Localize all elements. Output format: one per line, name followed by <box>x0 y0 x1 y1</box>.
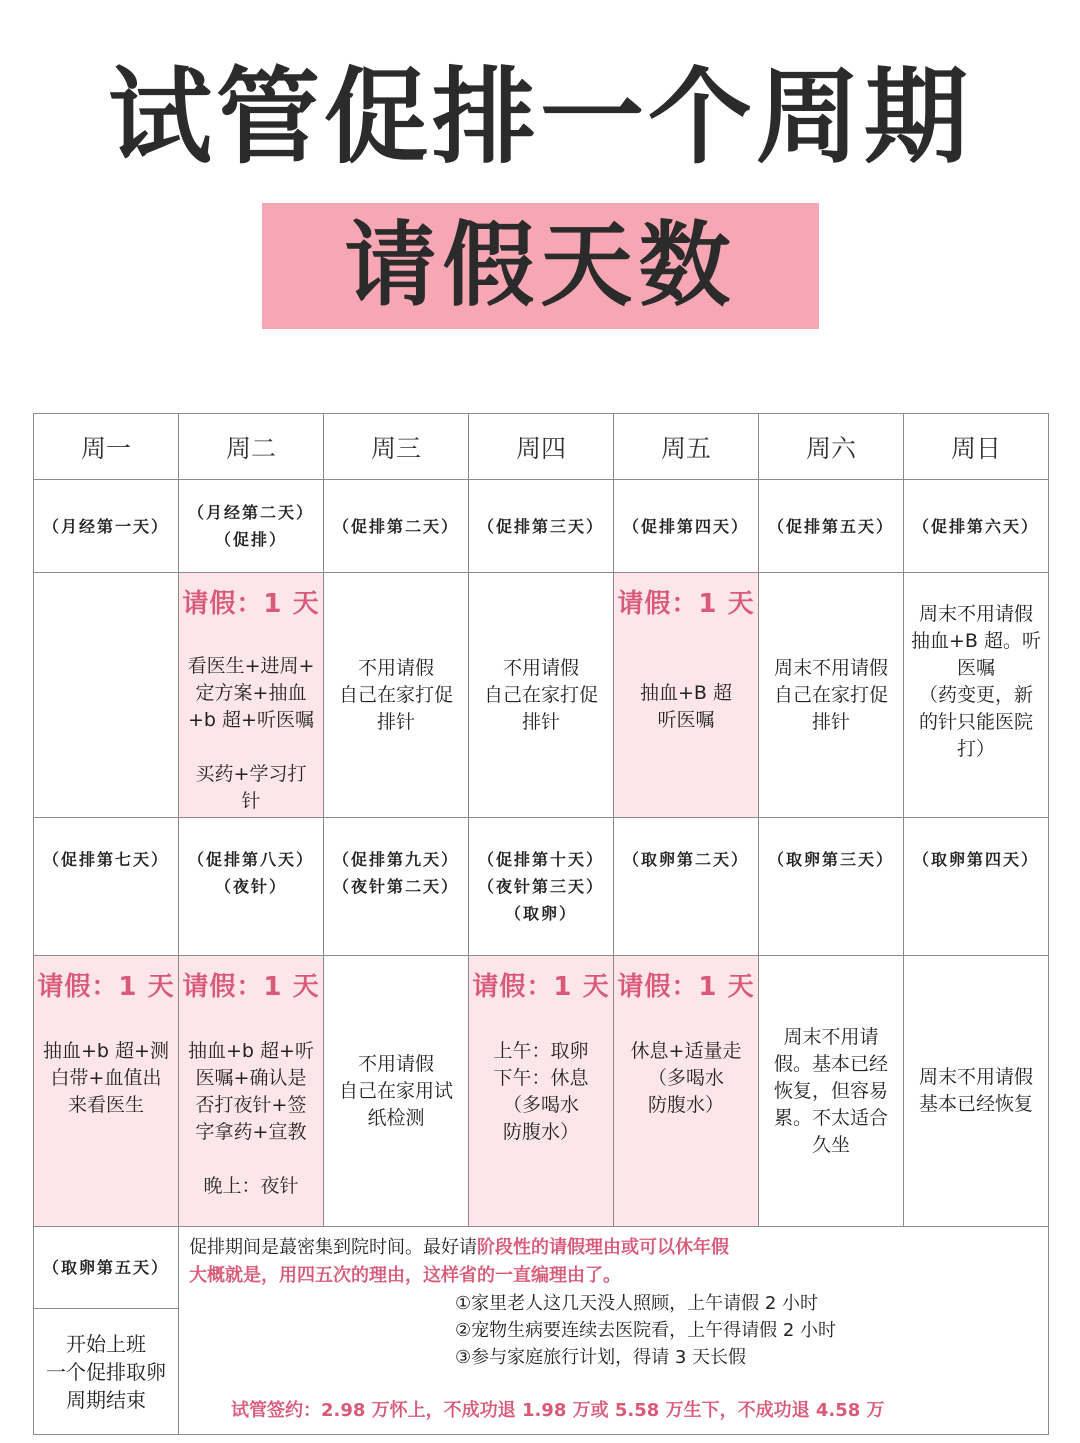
day-content-cell <box>904 956 1049 1227</box>
leave-day-cell <box>179 956 324 1227</box>
page-title: 试管促排一个周期 <box>107 56 972 178</box>
leave-day-cell <box>34 956 179 1227</box>
day-label-cell <box>34 1227 179 1309</box>
day-label: （促排第五天） <box>767 516 894 536</box>
content-line: 不用请假 <box>502 656 579 679</box>
day-content-cell <box>904 573 1049 818</box>
content-line: 抽血+b 超+听 <box>188 1040 314 1062</box>
week1-content-row <box>34 573 1049 818</box>
price-note: 试管签约：2.98 万怀上，不成功退 1.98 万或 5.58 万生下，不成功退 4.58 万 <box>231 1400 885 1421</box>
day-content-text <box>179 1038 323 1200</box>
leave-day-cell <box>614 956 759 1227</box>
cycle-end-cell <box>34 1309 179 1435</box>
day-label: （促排第八天） <box>187 850 314 869</box>
day-content-text <box>179 653 323 815</box>
content-line: 上午：取卵 <box>493 1040 589 1062</box>
day-label-sub: （夜针第二天） <box>332 877 459 896</box>
day-content-text <box>614 1038 758 1119</box>
content-line: 抽血+b 超+测 <box>43 1040 169 1062</box>
end-line: 开始上班 <box>66 1331 146 1356</box>
leave-days-label: 请假：1 天 <box>37 972 175 1002</box>
content-line: 累。不太适合 <box>773 1106 888 1129</box>
content-line: 周末不用请假 <box>918 1066 1033 1088</box>
reason-item: ①家里老人这几天没人照顾，上午请假 2 小时 <box>455 1293 819 1314</box>
content-line: 白带+血值出 <box>50 1067 162 1089</box>
content-line: 自己在家打促 <box>338 683 453 706</box>
day-label-cell <box>34 480 179 573</box>
content-line: 自己在家打促 <box>773 683 888 706</box>
content-line: 打） <box>956 738 995 760</box>
day-label: （取卵第三天） <box>767 850 894 869</box>
content-line: 周末不用请假 <box>773 656 888 679</box>
leave-days-label: 请假：1 天 <box>472 972 610 1002</box>
content-line: 抽血+B 超 <box>640 682 732 704</box>
content-line: 买药+学习打 <box>195 763 307 785</box>
content-line: 纸检测 <box>367 1106 425 1129</box>
day-content-text <box>904 1064 1048 1118</box>
tip-highlight: 阶段性的请假理由或可以休年假 <box>477 1237 729 1258</box>
leave-day-cell <box>179 573 324 818</box>
week1-day-label-row <box>34 480 1049 573</box>
day-label: （促排第二天） <box>332 516 459 536</box>
leave-days-label: 请假：1 天 <box>617 972 755 1002</box>
content-line: 假。基本已经 <box>773 1052 888 1075</box>
content-line: （多喝水 <box>502 1094 579 1116</box>
content-line: 休息+适量走 <box>630 1040 742 1062</box>
content-line: +b 超+听医嘱 <box>188 709 314 731</box>
content-line: 字拿药+宣教 <box>195 1121 307 1143</box>
day-label-sub: （夜针） <box>214 877 287 896</box>
day-label-cell <box>759 480 904 573</box>
day-content-text <box>324 655 468 736</box>
weekday-header: 周二 <box>179 414 324 480</box>
weekday-header: 周三 <box>324 414 469 480</box>
content-line: （药变更，新 <box>918 684 1033 706</box>
week2-day-label-row <box>34 818 1049 956</box>
day-label-cell <box>179 818 324 956</box>
day-content-cell <box>759 956 904 1227</box>
day-label-cell <box>759 818 904 956</box>
day-label: （取卵第五天） <box>42 1258 169 1277</box>
leave-days-label: 请假：1 天 <box>182 972 320 1002</box>
content-line: 周末不用请假 <box>918 603 1033 625</box>
content-spacer <box>185 1146 317 1173</box>
final-row <box>34 1227 1049 1309</box>
day-content-text <box>324 1051 468 1132</box>
leave-schedule-table <box>33 413 1049 1435</box>
day-label-cell <box>469 818 614 956</box>
content-line: 医嘱+确认是 <box>195 1067 307 1089</box>
day-label-sub: （取卵） <box>504 904 577 923</box>
content-line: 防腹水） <box>647 1094 724 1116</box>
day-label: （取卵第二天） <box>622 850 749 869</box>
day-label-cell <box>324 480 469 573</box>
leave-day-cell <box>469 956 614 1227</box>
weekday-header-row <box>34 414 1049 480</box>
content-line: 来看医生 <box>67 1094 144 1116</box>
weekday-header: 周六 <box>759 414 904 480</box>
day-content-cell <box>324 956 469 1227</box>
tip-line-2: 大概就是，用四五次的理由，这样省的一直编理由了。 <box>189 1265 621 1286</box>
content-line: （多喝水 <box>647 1067 724 1089</box>
content-line: 基本已经恢复 <box>918 1093 1033 1115</box>
day-label-cell <box>179 480 324 573</box>
content-line: 不用请假 <box>357 1052 434 1075</box>
weekday-header: 周日 <box>904 414 1049 480</box>
day-label-cell <box>34 818 179 956</box>
tips-cell <box>179 1227 1049 1435</box>
content-line: 久坐 <box>811 1133 850 1156</box>
content-line: 自己在家用试 <box>338 1079 453 1102</box>
day-content-text <box>34 1038 178 1119</box>
content-line: 排针 <box>376 710 415 733</box>
content-line: 针 <box>241 790 261 812</box>
content-line: 的针只能医院 <box>918 711 1033 733</box>
day-label: （月经第二天） <box>187 503 314 522</box>
content-line: 恢复，但容易 <box>773 1079 888 1102</box>
day-label-sub: （促排） <box>214 530 287 549</box>
content-line: 听医嘱 <box>657 709 715 731</box>
day-label-cell <box>614 480 759 573</box>
day-label-cell <box>904 818 1049 956</box>
week2-content-row <box>34 956 1049 1227</box>
content-line: 下午：休息 <box>493 1067 589 1089</box>
content-line: 周末不用请 <box>783 1025 879 1048</box>
content-line: 防腹水） <box>502 1121 579 1143</box>
day-content-cell <box>469 573 614 818</box>
day-content-text <box>469 1038 613 1146</box>
day-label: （促排第四天） <box>622 516 749 536</box>
weekday-header: 周四 <box>469 414 614 480</box>
day-label-cell <box>469 480 614 573</box>
day-label: （促排第十天） <box>477 850 604 869</box>
day-label: （取卵第四天） <box>912 850 1039 869</box>
day-content-cell <box>759 573 904 818</box>
day-content-cell <box>34 573 179 818</box>
cycle-end-text <box>34 1330 178 1414</box>
content-line: 不用请假 <box>357 656 434 679</box>
weekday-header: 周一 <box>34 414 179 480</box>
tip-line-1 <box>189 1235 729 1261</box>
day-label-cell <box>904 480 1049 573</box>
day-label: （促排第九天） <box>332 850 459 869</box>
weekday-header: 周五 <box>614 414 759 480</box>
end-line: 一个促排取卵 <box>46 1359 166 1384</box>
content-line: 晚上：夜针 <box>203 1175 299 1197</box>
page-subtitle: 请假天数 <box>344 212 737 319</box>
day-label: （促排第七天） <box>42 850 169 869</box>
content-line: 否打夜针+签 <box>195 1094 307 1116</box>
leave-day-cell <box>614 573 759 818</box>
day-content-text <box>469 655 613 736</box>
reason-item: ③参与家庭旅行计划，得请 3 天长假 <box>455 1347 747 1368</box>
content-spacer <box>185 734 317 761</box>
day-label: （促排第六天） <box>912 516 1039 536</box>
day-label-cell <box>324 818 469 956</box>
content-line: 定方案+抽血 <box>195 682 307 704</box>
day-label-sub: （夜针第三天） <box>477 877 604 896</box>
content-line: 抽血+B 超。听 <box>911 630 1041 652</box>
reason-item: ②宠物生病要连续去医院看，上午得请假 2 小时 <box>455 1320 837 1341</box>
content-line: 排针 <box>811 710 850 733</box>
content-line: 医嘱 <box>956 657 995 679</box>
content-line: 自己在家打促 <box>483 683 598 706</box>
tip-text: 促排期间是蕞密集到院时间。最好请 <box>189 1237 477 1258</box>
day-content-cell <box>324 573 469 818</box>
day-content-text <box>614 680 758 734</box>
content-line: 看医生+进周+ <box>187 655 315 677</box>
day-content-text <box>759 1024 903 1159</box>
day-label-cell <box>614 818 759 956</box>
day-content-text <box>904 601 1048 763</box>
end-line: 周期结束 <box>66 1387 146 1412</box>
leave-days-label: 请假：1 天 <box>182 589 320 619</box>
day-content-text <box>759 655 903 736</box>
leave-days-label: 请假：1 天 <box>617 589 755 619</box>
content-line: 排针 <box>521 710 560 733</box>
day-label: （促排第三天） <box>477 516 604 536</box>
day-label: （月经第一天） <box>42 516 169 536</box>
